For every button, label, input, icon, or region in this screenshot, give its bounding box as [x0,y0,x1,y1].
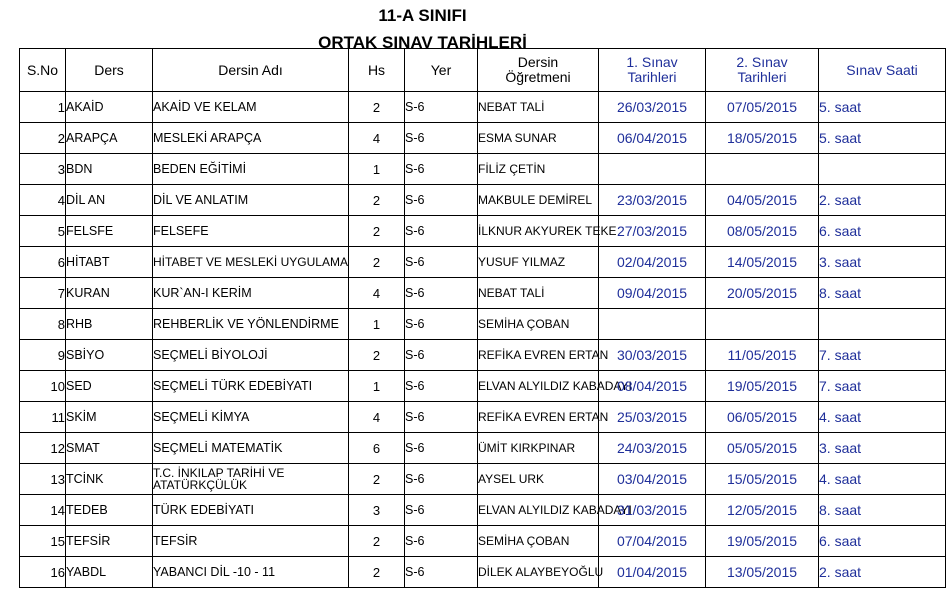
exam-room: S-6 [405,92,478,123]
exam1-date: 31/03/2015 [599,495,706,526]
row-number: 16 [20,557,66,588]
exam-period: 4. saat [819,464,946,495]
exam2-date: 18/05/2015 [706,123,819,154]
table-row [20,464,946,495]
row-number: 2 [20,123,66,154]
course-teacher: YUSUF YILMAZ [478,247,599,278]
exam-period: 4. saat [819,402,946,433]
exam-period: 7. saat [819,340,946,371]
weekly-hours: 2 [349,526,405,557]
exam2-date: 15/05/2015 [706,464,819,495]
exam-period: 6. saat [819,216,946,247]
course-code: TEDEB [66,495,153,526]
exam1-date [599,154,706,185]
row-number: 5 [20,216,66,247]
row-number: 6 [20,247,66,278]
table-row [20,526,946,557]
course-code: YABDL [66,557,153,588]
header-sinav2-line1: 2. Sınav [736,54,788,70]
course-teacher: AYSEL URK [478,464,599,495]
table-row [20,557,946,588]
header-ogretmen [478,49,599,92]
exam-room: S-6 [405,123,478,154]
table-row [20,340,946,371]
course-teacher: REFİKA EVREN ERTAN [478,402,599,433]
course-code: SED [66,371,153,402]
exam1-date: 01/04/2015 [599,557,706,588]
exam-room: S-6 [405,154,478,185]
exam1-date: 02/04/2015 [599,247,706,278]
weekly-hours: 4 [349,278,405,309]
header-sinav1-line1: 1. Sınav [626,54,678,70]
exam1-date: 24/03/2015 [599,433,706,464]
header-sinav2-line2: Tarihleri [737,69,787,85]
table-row [20,123,946,154]
header-sinav1 [599,49,706,92]
exam-period: 2. saat [819,185,946,216]
course-teacher: SEMİHA ÇOBAN [478,309,599,340]
exam-period [819,309,946,340]
exam-period [819,154,946,185]
table-row [20,433,946,464]
exam1-date: 06/04/2015 [599,123,706,154]
table-row [20,278,946,309]
weekly-hours: 2 [349,557,405,588]
exam2-date [706,309,819,340]
course-name: AKAİD VE KELAM [153,92,349,123]
weekly-hours: 6 [349,433,405,464]
course-code: AKAİD [66,92,153,123]
header-ders: Ders [66,49,153,92]
exam-room: S-6 [405,309,478,340]
course-code: KURAN [66,278,153,309]
row-number: 4 [20,185,66,216]
course-name: REHBERLİK VE YÖNLENDİRME [153,309,349,340]
exam-period: 2. saat [819,557,946,588]
weekly-hours: 2 [349,92,405,123]
exam2-date: 19/05/2015 [706,371,819,402]
row-number: 7 [20,278,66,309]
course-teacher: REFİKA EVREN ERTAN [478,340,599,371]
course-code: SMAT [66,433,153,464]
exam1-date: 07/04/2015 [599,526,706,557]
weekly-hours: 2 [349,464,405,495]
row-number: 1 [20,92,66,123]
course-name: SEÇMELİ MATEMATİK [153,433,349,464]
exam-room: S-6 [405,216,478,247]
exam-room: S-6 [405,278,478,309]
header-saat: Sınav Saati [819,49,946,92]
exam2-date: 20/05/2015 [706,278,819,309]
exam-period: 5. saat [819,123,946,154]
course-name: SEÇMELİ BİYOLOJİ [153,340,349,371]
exam2-date: 14/05/2015 [706,247,819,278]
course-name: TEFSİR [153,526,349,557]
exam-schedule-table [19,48,946,588]
exam2-date: 13/05/2015 [706,557,819,588]
row-number: 3 [20,154,66,185]
exam-period: 6. saat [819,526,946,557]
table-row [20,154,946,185]
course-code: RHB [66,309,153,340]
exam-room: S-6 [405,433,478,464]
table-header [20,49,946,92]
exam-room: S-6 [405,495,478,526]
course-code: TCİNK [66,464,153,495]
exam2-date: 19/05/2015 [706,526,819,557]
exam-period: 5. saat [819,92,946,123]
header-sinav1-line2: Tarihleri [627,69,677,85]
course-name: T.C. İNKILAP TARİHİ VE ATATÜRKÇÜLÜK [153,464,349,495]
table-row [20,247,946,278]
table-body [20,92,946,588]
weekly-hours: 3 [349,495,405,526]
row-number: 9 [20,340,66,371]
course-name: SEÇMELİ TÜRK EDEBİYATI [153,371,349,402]
row-number: 8 [20,309,66,340]
weekly-hours: 2 [349,185,405,216]
page-subtitle: ORTAK SINAV TARİHLERİ [318,33,527,52]
exam2-date: 11/05/2015 [706,340,819,371]
exam1-date: 30/03/2015 [599,340,706,371]
exam2-date: 07/05/2015 [706,92,819,123]
table-row [20,495,946,526]
course-teacher: DİLEK ALAYBEYOĞLU [478,557,599,588]
table-row [20,185,946,216]
weekly-hours: 2 [349,340,405,371]
course-code: SBİYO [66,340,153,371]
course-code: SKİM [66,402,153,433]
exam-period: 7. saat [819,371,946,402]
weekly-hours: 4 [349,123,405,154]
header-ogretmen-line2: Öğretmeni [505,69,571,85]
exam1-date: 23/03/2015 [599,185,706,216]
course-name: YABANCI DİL -10 - 11 [153,557,349,588]
weekly-hours: 2 [349,247,405,278]
exam-room: S-6 [405,371,478,402]
exam-room: S-6 [405,557,478,588]
course-code: DİL AN [66,185,153,216]
row-number: 15 [20,526,66,557]
course-name: DİL VE ANLATIM [153,185,349,216]
course-name: BEDEN EĞİTİMİ [153,154,349,185]
exam-room: S-6 [405,526,478,557]
course-code: BDN [66,154,153,185]
exam2-date [706,154,819,185]
weekly-hours: 1 [349,154,405,185]
table-row [20,402,946,433]
weekly-hours: 1 [349,371,405,402]
exam2-date: 04/05/2015 [706,185,819,216]
row-number: 10 [20,371,66,402]
header-yer: Yer [405,49,478,92]
course-teacher: İLKNUR AKYUREK TEKE [478,216,599,247]
table-row [20,92,946,123]
exam1-date: 26/03/2015 [599,92,706,123]
exam2-date: 12/05/2015 [706,495,819,526]
header-ogretmen-line1: Dersin [517,54,559,70]
course-teacher: FİLİZ ÇETİN [478,154,599,185]
course-code: TEFSİR [66,526,153,557]
course-teacher: NEBAT TALİ [478,278,599,309]
course-name: HİTABET VE MESLEKİ UYGULAMA [153,247,349,278]
course-teacher: SEMİHA ÇOBAN [478,526,599,557]
exam2-date: 08/05/2015 [706,216,819,247]
exam1-date: 25/03/2015 [599,402,706,433]
exam2-date: 05/05/2015 [706,433,819,464]
table-row [20,371,946,402]
course-name: TÜRK EDEBİYATI [153,495,349,526]
exam-period: 8. saat [819,278,946,309]
exam1-date [599,309,706,340]
row-number: 13 [20,464,66,495]
course-code: HİTABT [66,247,153,278]
exam-room: S-6 [405,464,478,495]
exam-room: S-6 [405,340,478,371]
course-code: FELSFE [66,216,153,247]
course-name: SEÇMELİ KİMYA [153,402,349,433]
header-hs: Hs [349,49,405,92]
course-name: KUR`AN-I KERİM [153,278,349,309]
weekly-hours: 4 [349,402,405,433]
course-teacher: ELVAN ALYILDIZ KABADAYI [478,371,599,402]
row-number: 11 [20,402,66,433]
exam-room: S-6 [405,185,478,216]
course-teacher: ÜMİT KIRKPINAR [478,433,599,464]
header-dersin-adi: Dersin Adı [153,49,349,92]
course-teacher: ESMA SUNAR [478,123,599,154]
exam1-date: 08/04/2015 [599,371,706,402]
course-teacher: NEBAT TALİ [478,92,599,123]
exam-room: S-6 [405,402,478,433]
course-teacher: ELVAN ALYILDIZ KABADAYI [478,495,599,526]
weekly-hours: 2 [349,216,405,247]
exam-period: 3. saat [819,433,946,464]
exam-period: 8. saat [819,495,946,526]
weekly-hours: 1 [349,309,405,340]
table-row [20,309,946,340]
exam2-date: 06/05/2015 [706,402,819,433]
exam1-date: 03/04/2015 [599,464,706,495]
table-row [20,216,946,247]
exam-room: S-6 [405,247,478,278]
course-code: ARAPÇA [66,123,153,154]
exam1-date: 27/03/2015 [599,216,706,247]
course-teacher: MAKBULE DEMİREL [478,185,599,216]
header-sinav2 [706,49,819,92]
course-name: MESLEKİ ARAPÇA [153,123,349,154]
header-sno: S.No [20,49,66,92]
course-name: FELSEFE [153,216,349,247]
exam1-date: 09/04/2015 [599,278,706,309]
exam-period: 3. saat [819,247,946,278]
page-title: 11-A SINIFI [378,6,467,25]
row-number: 14 [20,495,66,526]
row-number: 12 [20,433,66,464]
